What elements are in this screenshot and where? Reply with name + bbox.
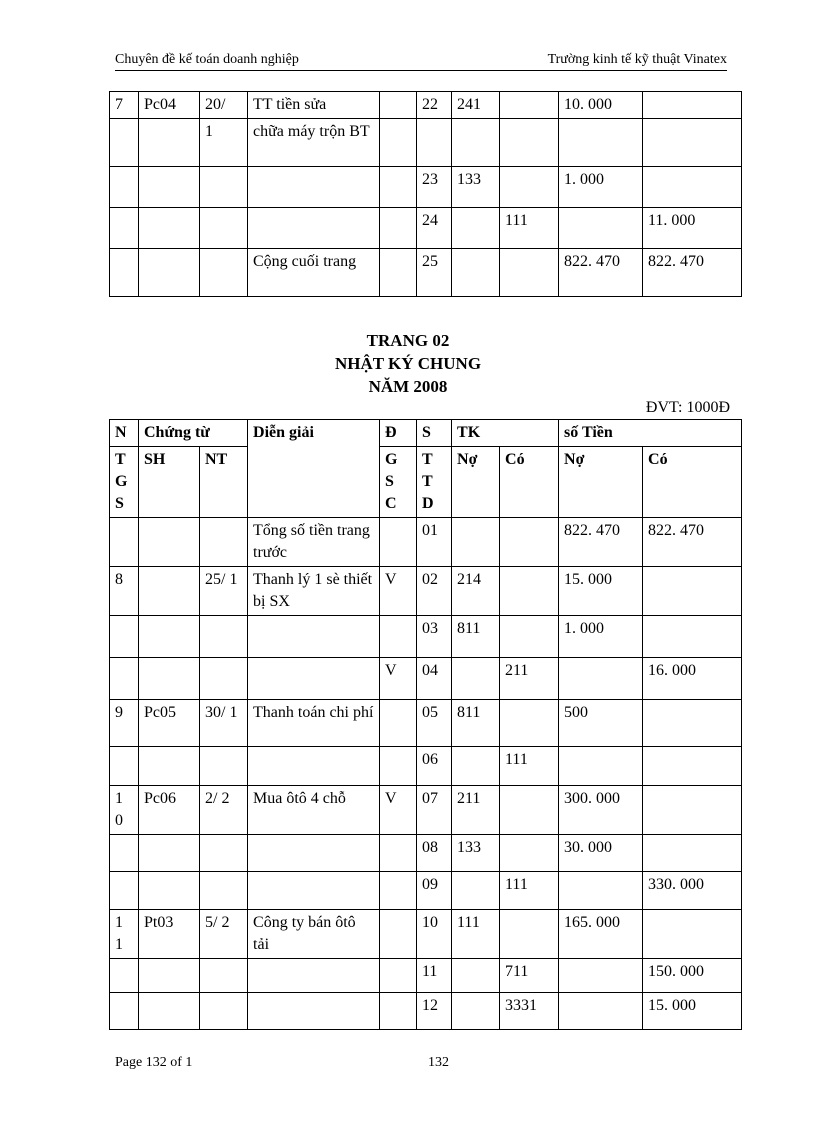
- cell-tk-no: [452, 747, 500, 786]
- cell-tk-no: [452, 249, 500, 297]
- cell-sttd: 22: [417, 92, 452, 119]
- cell-tk-no: 133: [452, 835, 500, 872]
- journal-table: [109, 419, 742, 1030]
- cell-sh: Pc04: [139, 92, 200, 119]
- header-left-text: Chuyên đề kế toán doanh nghiệp: [115, 52, 299, 67]
- cell-tien-no: 10. 000: [559, 92, 643, 119]
- cell-tk-no: 811: [452, 616, 500, 658]
- header-dgsc-top: Đ: [380, 420, 417, 447]
- cell-nt: [200, 993, 248, 1030]
- cell-tk-co: 111: [500, 747, 559, 786]
- cell-tien-no: [559, 747, 643, 786]
- cell-ntgs: [110, 119, 139, 167]
- cell-dien-giai: [248, 959, 380, 993]
- cell-dgsc: [380, 616, 417, 658]
- table-row: [110, 249, 742, 297]
- year-title: NĂM 2008: [368, 377, 448, 396]
- cell-dgsc: [380, 208, 417, 249]
- cell-dien-giai: [248, 993, 380, 1030]
- cell-tien-co: [643, 167, 742, 208]
- cell-tk-no: 811: [452, 700, 500, 747]
- cell-tk-co: [500, 249, 559, 297]
- cell-sh: [139, 208, 200, 249]
- cell-sttd: [417, 119, 452, 167]
- cell-ntgs: [110, 518, 139, 567]
- footer-page-number: 132: [428, 1055, 449, 1070]
- cell-tien-co: [643, 119, 742, 167]
- table-row: [110, 910, 742, 959]
- page-title: TRANG 02: [366, 331, 450, 350]
- cell-dgsc: [380, 92, 417, 119]
- cell-tk-no: [452, 208, 500, 249]
- cell-ntgs: 1 1: [110, 910, 139, 959]
- cell-dien-giai: Thanh toán chi phí: [248, 700, 380, 747]
- cell-dgsc: [380, 119, 417, 167]
- cell-sttd: 01: [417, 518, 452, 567]
- cell-tk-co: [500, 910, 559, 959]
- cell-nt: [200, 872, 248, 910]
- cell-dgsc: [380, 167, 417, 208]
- cell-sh: [139, 747, 200, 786]
- cell-dgsc: [380, 910, 417, 959]
- header-sttd-bottom: T T D: [417, 447, 452, 518]
- header-sttd-top: S: [417, 420, 452, 447]
- table-row: [110, 567, 742, 616]
- cell-tien-no: [559, 119, 643, 167]
- table-row: [110, 658, 742, 700]
- cell-tien-no: 165. 000: [559, 910, 643, 959]
- header-dgsc-bottom: G S C: [380, 447, 417, 518]
- cell-tk-no: 111: [452, 910, 500, 959]
- cell-tien-no: [559, 959, 643, 993]
- cell-tien-co: [643, 92, 742, 119]
- cell-dien-giai: chữa máy trộn BT: [248, 119, 380, 167]
- cell-dgsc: [380, 993, 417, 1030]
- cell-sh: [139, 658, 200, 700]
- header-tk-no: Nợ: [452, 447, 500, 518]
- header-right-text: Trường kinh tế kỹ thuật Vinatex: [547, 52, 727, 67]
- cell-tien-no: [559, 208, 643, 249]
- table-row: [110, 700, 742, 747]
- cell-nt: [200, 616, 248, 658]
- cell-tien-no: [559, 993, 643, 1030]
- cell-ntgs: [110, 658, 139, 700]
- cell-dien-giai: Cộng cuối trang: [248, 249, 380, 297]
- cell-tk-no: [452, 959, 500, 993]
- cell-tk-co: [500, 786, 559, 835]
- header-tk: TK: [452, 420, 559, 447]
- cell-dien-giai: Mua ôtô 4 chỗ: [248, 786, 380, 835]
- cell-dien-giai: [248, 616, 380, 658]
- cell-sttd: 03: [417, 616, 452, 658]
- cell-sttd: 07: [417, 786, 452, 835]
- cell-ntgs: [110, 872, 139, 910]
- cell-dgsc: [380, 747, 417, 786]
- table-row: [110, 993, 742, 1030]
- cell-nt: 20/: [200, 92, 248, 119]
- cell-sttd: 23: [417, 167, 452, 208]
- cell-dien-giai: [248, 747, 380, 786]
- cell-sh: Pt03: [139, 910, 200, 959]
- cell-sttd: 02: [417, 567, 452, 616]
- cell-sh: [139, 872, 200, 910]
- table-row: [110, 518, 742, 567]
- cell-dien-giai: [248, 835, 380, 872]
- header-tk-co: Có: [500, 447, 559, 518]
- table-row: [110, 786, 742, 835]
- cell-sh: [139, 119, 200, 167]
- cell-tien-co: [643, 616, 742, 658]
- cell-ntgs: [110, 249, 139, 297]
- cell-nt: [200, 167, 248, 208]
- cell-dgsc: V: [380, 786, 417, 835]
- cell-sh: [139, 616, 200, 658]
- cell-dien-giai: [248, 167, 380, 208]
- header-so-tien: số Tiền: [559, 420, 742, 447]
- cell-tien-no: 822. 470: [559, 249, 643, 297]
- cell-tk-co: [500, 167, 559, 208]
- header-nt: NT: [200, 447, 248, 518]
- cell-tk-no: 211: [452, 786, 500, 835]
- cell-nt: 1: [200, 119, 248, 167]
- cell-tk-co: 211: [500, 658, 559, 700]
- cell-tk-co: 111: [500, 872, 559, 910]
- cell-tk-co: [500, 92, 559, 119]
- table-row: [110, 616, 742, 658]
- cell-tien-co: 822. 470: [643, 518, 742, 567]
- cell-dgsc: [380, 518, 417, 567]
- cell-ntgs: [110, 959, 139, 993]
- cell-ntgs: [110, 835, 139, 872]
- cell-nt: 2/ 2: [200, 786, 248, 835]
- cell-tien-co: [643, 567, 742, 616]
- cell-tien-no: 1. 000: [559, 167, 643, 208]
- cell-tien-co: 15. 000: [643, 993, 742, 1030]
- cell-tien-no: [559, 658, 643, 700]
- header-ntgs-top: N: [110, 420, 139, 447]
- cell-tien-co: 330. 000: [643, 872, 742, 910]
- cell-tien-co: 16. 000: [643, 658, 742, 700]
- cell-tien-co: [643, 786, 742, 835]
- cell-dien-giai: Thanh lý 1 sè thiết bị SX: [248, 567, 380, 616]
- cell-ntgs: [110, 747, 139, 786]
- cell-nt: [200, 959, 248, 993]
- table-row: [110, 167, 742, 208]
- cell-dgsc: V: [380, 658, 417, 700]
- cell-tk-co: [500, 835, 559, 872]
- header-dien-giai: Diễn giải: [248, 420, 380, 518]
- cell-tien-no: 500: [559, 700, 643, 747]
- unit-label: ĐVT: 1000Đ: [645, 399, 730, 416]
- cell-tien-no: 300. 000: [559, 786, 643, 835]
- cell-sttd: 04: [417, 658, 452, 700]
- cell-nt: [200, 208, 248, 249]
- cell-sh: [139, 249, 200, 297]
- header-ntgs-bottom: T G S: [110, 447, 139, 518]
- cell-sttd: 09: [417, 872, 452, 910]
- cell-nt: 30/ 1: [200, 700, 248, 747]
- cell-sttd: 05: [417, 700, 452, 747]
- table-row: [110, 959, 742, 993]
- cell-tk-no: [452, 658, 500, 700]
- cell-tk-co: 711: [500, 959, 559, 993]
- cell-tk-co: [500, 518, 559, 567]
- cell-dien-giai: TT tiền sửa: [248, 92, 380, 119]
- cell-tien-no: [559, 872, 643, 910]
- cell-tk-no: [452, 119, 500, 167]
- cell-nt: [200, 249, 248, 297]
- footer-page-label: Page 132 of 1: [115, 1055, 193, 1070]
- cell-sttd: 11: [417, 959, 452, 993]
- cell-sh: [139, 567, 200, 616]
- cell-sttd: 08: [417, 835, 452, 872]
- cell-sh: Pc06: [139, 786, 200, 835]
- cell-sh: [139, 993, 200, 1030]
- cell-ntgs: [110, 167, 139, 208]
- cell-nt: [200, 835, 248, 872]
- cell-sh: [139, 518, 200, 567]
- cell-dgsc: [380, 872, 417, 910]
- cell-tk-co: [500, 567, 559, 616]
- cell-sttd: 12: [417, 993, 452, 1030]
- cell-tien-co: [643, 835, 742, 872]
- cell-tk-no: [452, 872, 500, 910]
- cell-dgsc: [380, 249, 417, 297]
- cell-dien-giai: Tổng số tiền trang trước: [248, 518, 380, 567]
- cell-tien-co: [643, 700, 742, 747]
- cell-dgsc: [380, 700, 417, 747]
- cell-tien-no: 1. 000: [559, 616, 643, 658]
- table-row: [110, 872, 742, 910]
- page-header: [115, 52, 727, 71]
- header-chung-tu: Chứng từ: [139, 420, 248, 447]
- cell-dien-giai: [248, 658, 380, 700]
- cell-dien-giai: [248, 872, 380, 910]
- table-row: [110, 747, 742, 786]
- cell-sttd: 10: [417, 910, 452, 959]
- cell-sttd: 24: [417, 208, 452, 249]
- cell-dgsc: [380, 959, 417, 993]
- cell-tk-co: [500, 700, 559, 747]
- cell-tien-no: 822. 470: [559, 518, 643, 567]
- header-sh: SH: [139, 447, 200, 518]
- cell-sttd: 06: [417, 747, 452, 786]
- cell-tien-co: 11. 000: [643, 208, 742, 249]
- cell-tien-co: [643, 747, 742, 786]
- cell-ntgs: 1 0: [110, 786, 139, 835]
- cell-dgsc: V: [380, 567, 417, 616]
- cell-tk-co: 3331: [500, 993, 559, 1030]
- header-tien-no: Nợ: [559, 447, 643, 518]
- cell-dgsc: [380, 835, 417, 872]
- cell-tien-no: 15. 000: [559, 567, 643, 616]
- cell-tk-no: 214: [452, 567, 500, 616]
- cell-tien-co: [643, 910, 742, 959]
- cell-tk-no: [452, 518, 500, 567]
- cell-tk-co: [500, 616, 559, 658]
- cell-tien-no: 30. 000: [559, 835, 643, 872]
- cell-dien-giai: Công ty bán ôtô tải: [248, 910, 380, 959]
- cell-nt: 25/ 1: [200, 567, 248, 616]
- cell-nt: [200, 747, 248, 786]
- cell-tk-co: 111: [500, 208, 559, 249]
- cell-sttd: 25: [417, 249, 452, 297]
- table-row: [110, 208, 742, 249]
- table-row: [110, 835, 742, 872]
- cell-tk-no: 241: [452, 92, 500, 119]
- cell-sh: [139, 835, 200, 872]
- header-tien-co: Có: [643, 447, 742, 518]
- cell-ntgs: [110, 616, 139, 658]
- cell-ntgs: 7: [110, 92, 139, 119]
- journal-title: NHẬT KÝ CHUNG: [334, 354, 482, 373]
- cell-ntgs: [110, 993, 139, 1030]
- cell-sh: Pc05: [139, 700, 200, 747]
- cell-sh: [139, 167, 200, 208]
- cell-sh: [139, 959, 200, 993]
- cell-ntgs: 9: [110, 700, 139, 747]
- table-row: [110, 92, 742, 119]
- cell-nt: [200, 658, 248, 700]
- cell-tien-co: 822. 470: [643, 249, 742, 297]
- table-row: [110, 119, 742, 167]
- cell-ntgs: 8: [110, 567, 139, 616]
- cell-nt: [200, 518, 248, 567]
- cell-dien-giai: [248, 208, 380, 249]
- cell-tk-co: [500, 119, 559, 167]
- cell-tk-no: 133: [452, 167, 500, 208]
- cell-tk-no: [452, 993, 500, 1030]
- journal-table-top: [109, 91, 742, 297]
- cell-nt: 5/ 2: [200, 910, 248, 959]
- cell-tien-co: 150. 000: [643, 959, 742, 993]
- cell-ntgs: [110, 208, 139, 249]
